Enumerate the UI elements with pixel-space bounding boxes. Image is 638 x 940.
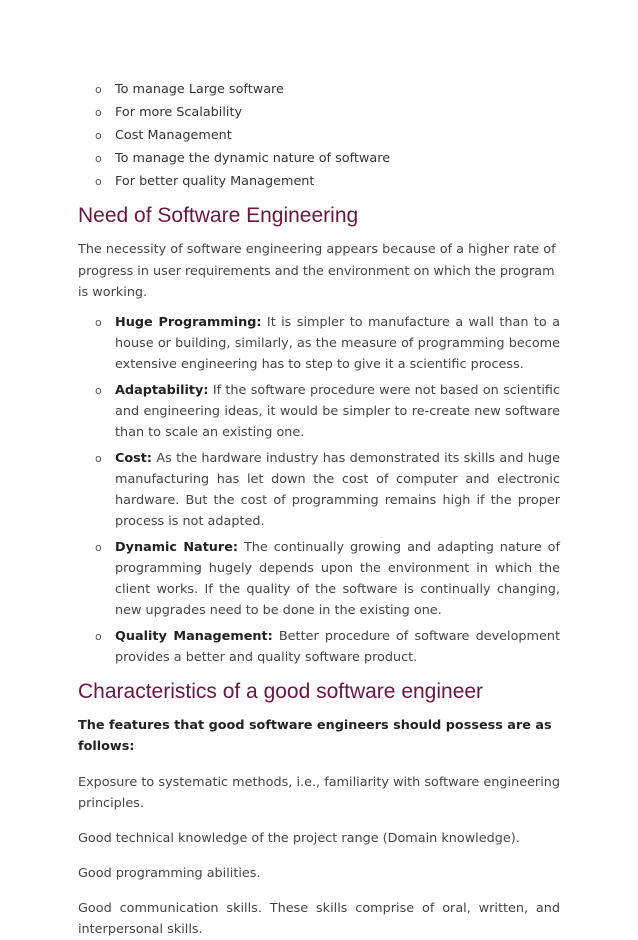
list-item	[95, 380, 560, 443]
section-heading-characteristics: Characteristics of a good software engineer	[78, 679, 484, 703]
bullet-icon: o	[95, 106, 102, 119]
item-text: Better procedure of software development provides a better and quality software product.	[115, 628, 561, 665]
list-item	[95, 626, 560, 668]
bullet-icon: o	[95, 152, 102, 165]
bullet-icon: o	[95, 383, 102, 397]
need-section	[78, 203, 560, 668]
bullet-icon: o	[95, 451, 102, 465]
list-item	[95, 171, 560, 194]
need-intro: The necessity of software engineering appears because of a higher rate of progress in user requirements and the environment on which the program is working.	[78, 242, 556, 300]
item-term: Cost:	[115, 450, 153, 466]
bullet-icon: o	[95, 175, 102, 188]
reasons-list	[78, 0, 560, 194]
list-item-text: Cost Management	[115, 128, 232, 143]
item-text: The continually growing and adapting nature of programming hugely depends upon the environment in which the client works. If the quality of the software is continually changing, new upgrades need to be done in the existing one.	[115, 539, 560, 618]
bullet-icon: o	[95, 83, 102, 96]
list-item	[95, 148, 560, 171]
characteristic-paragraph: Good programming abilities.	[78, 865, 261, 881]
list-item	[95, 102, 560, 125]
item-term: Dynamic Nature:	[115, 539, 239, 555]
list-item-text: For better quality Management	[115, 174, 315, 189]
list-item	[95, 125, 560, 148]
list-item-text: To manage the dynamic nature of software	[115, 151, 391, 166]
bullet-icon: o	[95, 540, 102, 554]
list-item	[95, 79, 560, 102]
item-text: If the software procedure were not based on scientific and engineering ideas, it would be simpler to re-create new software than to scale an existing one.	[115, 382, 560, 440]
list-item	[95, 312, 560, 375]
characteristics-lead: The features that good software engineers should possess are as follows:	[78, 717, 552, 754]
item-term: Quality Management:	[115, 628, 273, 644]
item-term: Huge Programming:	[115, 314, 262, 330]
list-item	[95, 448, 560, 532]
list-item-text: To manage Large software	[115, 82, 284, 97]
characteristic-paragraph: Exposure to systematic methods, i.e., familiarity with software engineering principles.	[78, 774, 560, 811]
bullet-icon: o	[95, 629, 102, 643]
section-heading-need: Need of Software Engineering	[78, 204, 359, 227]
list-item-text: For more Scalability	[115, 105, 243, 120]
need-list	[78, 312, 560, 668]
bullet-icon: o	[95, 129, 102, 142]
characteristic-paragraph: Good technical knowledge of the project range (Domain knowledge).	[78, 830, 520, 846]
item-text: As the hardware industry has demonstrated its skills and huge manufacturing has let down the cost of computer and electronic hardware. But the cost of programming remains high if the proper process is not adapted.	[115, 450, 560, 529]
item-text: It is simpler to manufacture a wall than to a house or building, similarly, as the measure of programming become extensive engineering has to step to give it a scientific process.	[115, 314, 560, 372]
item-term: Adaptability:	[115, 382, 209, 398]
list-item	[95, 537, 560, 621]
bullet-icon: o	[95, 315, 102, 329]
characteristic-paragraph: Good communication skills. These skills comprise of oral, written, and interpersonal skills.	[78, 900, 560, 937]
characteristics-section	[78, 679, 560, 940]
